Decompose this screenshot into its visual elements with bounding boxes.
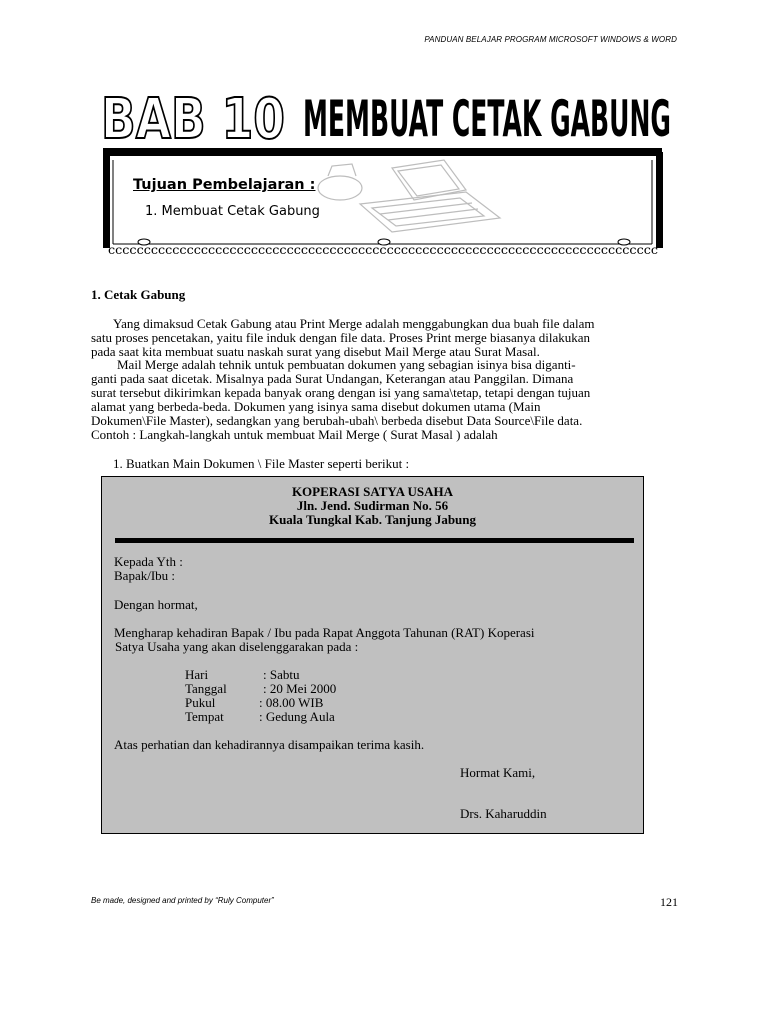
page-number: 121	[660, 895, 678, 909]
footer-credit: Be made, designed and printed by “Ruly Computer”	[91, 896, 274, 905]
letter-greeting: Dengan hormat,	[114, 597, 198, 612]
paragraph-line: Contoh : Langkah-langkah untuk membuat Mail Merge ( Surat Masal ) adalah	[91, 427, 498, 443]
laptop-computer-icon	[318, 160, 500, 232]
paragraph-line: ganti pada saat dicetak. Misalnya pada Surat Undangan, Keterangan atau Panggilan. Dimana	[91, 371, 574, 387]
letter-signatory: Drs. Kaharuddin	[460, 806, 547, 821]
sample-letter	[101, 476, 644, 834]
chapter-title	[100, 72, 675, 147]
paragraph-mail-merge	[91, 358, 679, 443]
letter-address-line: Jln. Jend. Sudirman No. 56	[296, 498, 449, 513]
letter-recipient-line: Bapak/Ibu :	[114, 568, 176, 583]
paragraph-line: Yang dimaksud Cetak Gabung atau Print Merge adalah menggabungkan dua buah file dalam	[113, 316, 595, 331]
step-instruction: 1. Buatkan Main Dokumen \ File Master seperti berikut :	[113, 456, 410, 471]
letter-to-line: Kepada Yth :	[114, 554, 183, 569]
detail-label: Tanggal	[185, 681, 227, 696]
learning-objectives-panel	[100, 148, 666, 258]
detail-value: : 20 Mei 2000	[263, 681, 337, 696]
letter-org-name: KOPERASI SATYA USAHA	[291, 484, 454, 499]
letter-sign-off: Hormat Kami,	[460, 765, 536, 780]
detail-value: : Gedung Aula	[259, 709, 335, 724]
paragraph-line: Mail Merge adalah tehnik untuk pembuatan dokumen yang sebagian isinya bisa diganti-	[117, 357, 576, 372]
detail-label: Hari	[185, 667, 209, 682]
letter-divider	[115, 538, 634, 543]
paragraph-line: satu proses pencetakan, yaitu file induk dengan file data. Proses Print merge biasanya dilakukan	[91, 330, 591, 346]
paragraph-line: pada saat kita membuat suatu naskah surat yang disebut Mail Merge atau Surat Masal.	[91, 344, 540, 360]
paragraph-line: surat tersebut dikirimkan kepada banyak orang dengan isi yang sama\tetap, tetapi dengan tujuan	[91, 385, 591, 401]
running-header: PANDUAN BELAJAR PROGRAM MICROSOFT WINDOWS & WORD	[424, 35, 677, 44]
letter-closing: Atas perhatian dan kehadirannya disampaikan terima kasih.	[114, 737, 425, 752]
detail-value: : 08.00 WIB	[259, 695, 324, 710]
letter-body-line: Satya Usaha yang akan diselenggarakan pada :	[115, 639, 359, 654]
chapter-number: BAB 10	[101, 87, 285, 147]
paragraph-line: alamat yang berbeda-beda. Dokumen yang isinya sama disebut dokumen utama (Main	[91, 399, 541, 415]
letter-body-line: Mengharap kehadiran Bapak / Ibu pada Rapat Anggota Tahunan (RAT) Koperasi	[114, 625, 535, 640]
svg-text:cccccccccccccccccccccccccccccc: ccccccccccccccccccccccccccccccccccccccccccccccccccccccccccccccccccccccccccccc	[108, 243, 659, 257]
section-heading: 1. Cetak Gabung	[91, 287, 186, 302]
detail-label: Pukul	[185, 695, 216, 710]
letter-address-line: Kuala Tungkal Kab. Tanjung Jabung	[268, 512, 477, 527]
chapter-heading: MEMBUAT CETAK GABUNG	[303, 90, 671, 147]
detail-label: Tempat	[185, 709, 224, 724]
objective-item: 1. Membuat Cetak Gabung	[145, 204, 320, 219]
paragraph-line: Dokumen\File Master), sedangkan yang berubah-ubah\ berbeda disebut Data Source\File data.	[91, 413, 583, 429]
objectives-heading: Tujuan Pembelajaran :	[133, 177, 316, 193]
paragraph-print-merge	[91, 317, 679, 359]
detail-value: : Sabtu	[263, 667, 300, 682]
